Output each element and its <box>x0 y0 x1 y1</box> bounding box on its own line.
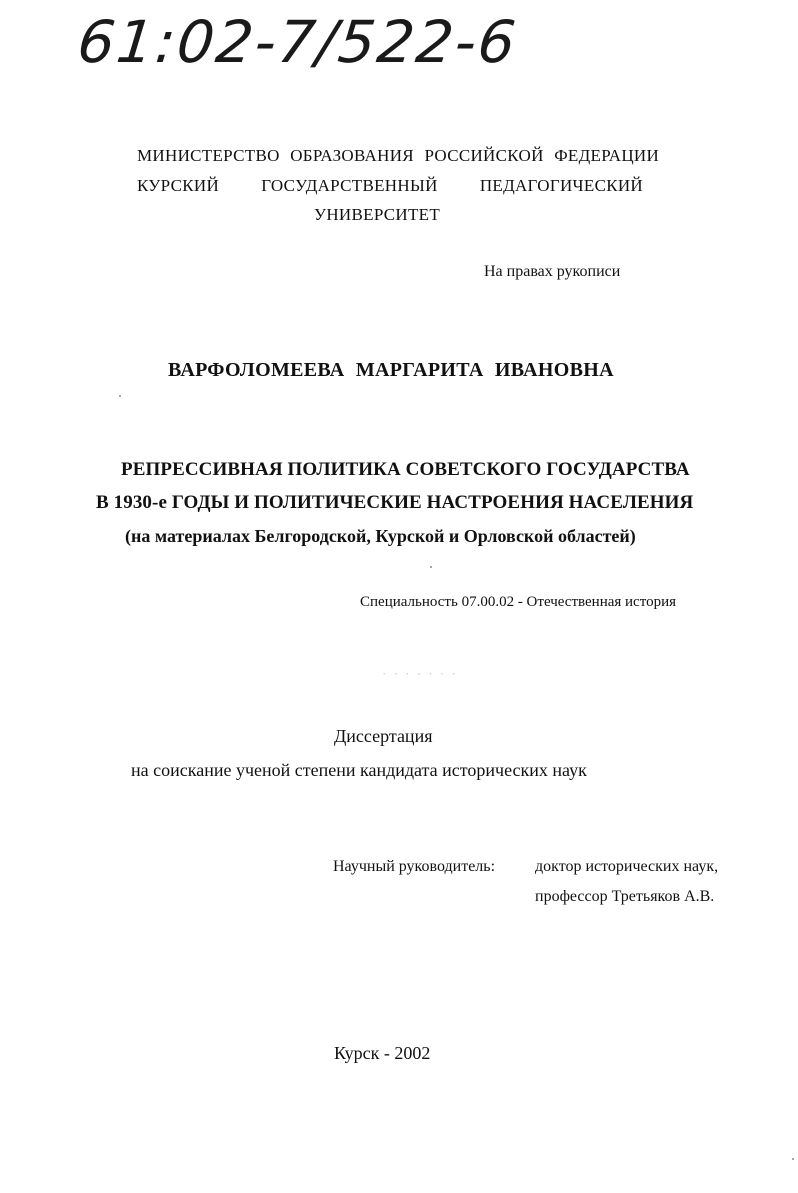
thesis-title-line-2: В 1930-е ГОДЫ И ПОЛИТИЧЕСКИЕ НАСТРОЕНИЯ НАСЕЛЕНИЯ <box>96 492 694 513</box>
thesis-title-line-1: РЕПРЕССИВНАЯ ПОЛИТИКА СОВЕТСКОГО ГОСУДАРСТВА <box>121 459 690 480</box>
faint-stamp: · · · · · · · <box>382 666 458 681</box>
handwritten-archive-code: 61:02-7/522-6 <box>74 8 521 76</box>
specialty-line: Специальность 07.00.02 - Отечественная история <box>360 594 677 610</box>
ministry-line-2 <box>137 176 643 196</box>
dissertation-degree: на соискание ученой степени кандидата исторических наук <box>131 760 587 780</box>
scan-speck <box>430 566 432 568</box>
ministry-word-pedagogical: ПЕДАГОГИЧЕСКИЙ <box>479 176 643 195</box>
thesis-subtitle: (на материалах Белгородской, Курской и Орловской областей) <box>125 526 636 546</box>
author-name: ВАРФОЛОМЕЕВА МАРГАРИТА ИВАНОВНА <box>168 359 614 381</box>
supervisor-degree: доктор исторических наук, <box>535 858 719 875</box>
ministry-line-1: МИНИСТЕРСТВО ОБРАЗОВАНИЯ РОССИЙСКОЙ ФЕДЕРАЦИИ <box>137 146 660 165</box>
ministry-word-kursk: КУРСКИЙ <box>137 176 220 195</box>
ministry-word-state: ГОСУДАРСТВЕННЫЙ <box>261 176 438 195</box>
supervisor-label: Научный руководитель: <box>333 858 496 875</box>
city-year: Курск - 2002 <box>334 1043 431 1063</box>
ministry-line-3: УНИВЕРСИТЕТ <box>314 205 441 224</box>
dissertation-label: Диссертация <box>334 726 433 746</box>
scan-speck <box>119 395 121 397</box>
manuscript-rights-note: На правах рукописи <box>484 263 621 280</box>
supervisor-name: профессор Третьяков А.В. <box>535 888 715 905</box>
scan-speck <box>792 1158 794 1160</box>
